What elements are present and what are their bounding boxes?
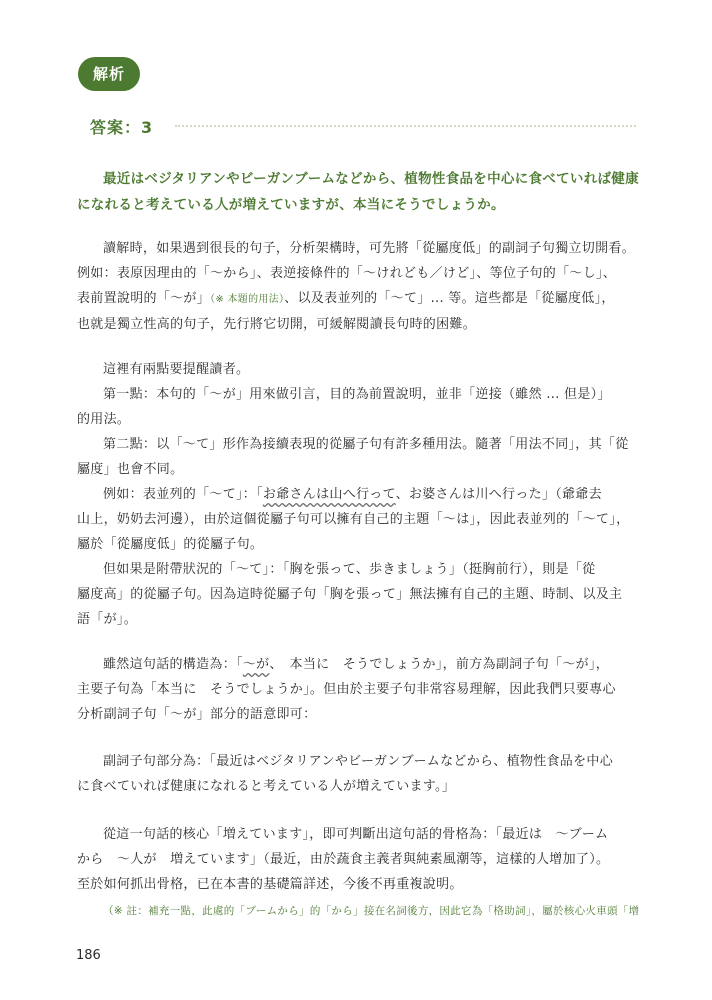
para2-line-6-text-a: 例如：表並列的「〜て」：「 [103, 487, 263, 502]
para1-inline-note: （※ 本題的用法） [210, 294, 285, 305]
para1-line-2: 例如：表原因理由的「〜から」、表逆接條件的「〜けれども／けど」、等位子句的「〜し」、 [77, 266, 617, 281]
answer-row [90, 114, 636, 138]
para3-line-3: 分析副詞子句「〜が」部分的語意即可： [77, 707, 317, 722]
target-sentence-line-1: 最近はベジタリアンやビーガンブームなどから、植物性食品を中心に食べていれば健康 [103, 171, 639, 187]
page-number: 186 [76, 948, 101, 963]
para3-line-2: 主要子句為「本当に そうでしょうか」。但由於主要子句非常容易理解，因此我們只要專心 [77, 682, 616, 697]
para5-line-1: 從這一句話的核心「増えています」，即可判斷出這句話的骨格為：「最近は 〜ブーム [103, 827, 609, 842]
para5-line-2: から 〜人が 増えています」（最近，由於蔬食主義者與純素風潮等，這樣的人增加了）。 [77, 852, 610, 867]
para5-line-3: 至於如何抓出骨格，已在本書的基礎篇詳述，今後不再重複說明。 [77, 877, 463, 892]
para1-line-3-text-b: 、以及表並列的「〜て」... 等。這些都是「從屬度低」， [284, 291, 615, 306]
para2-line-2: 第一點：本句的「〜が」用來做引言，目的為前置說明，並非「逆接（雖然 ... 但是）」 [103, 387, 611, 402]
para2-line-7: 山上，奶奶去河邊），由於這個從屬子句可以擁有自己的主題「〜は」，因此表並列的「〜て」， [77, 512, 630, 527]
para3-line-1 [103, 656, 609, 674]
para2-line-10: 屬度高」的從屬子句。因為這時從屬子句「胸を張って」無法擁有自己的主題、時制、以及主 [77, 587, 623, 602]
para2-line-3: 的用法。 [77, 412, 131, 427]
para4-line-2: に食べていれば健康になれると考えている人が増えています。」 [77, 779, 456, 794]
para2-line-6-text-b: 、お婆さんは川へ行った」（爺爺去 [395, 487, 602, 502]
para3-wavy-phrase: 〜が [242, 657, 270, 672]
para4-line-1: 副詞子句部分為：「最近はベジタリアンやビーガンブームなどから、植物性食品を中心 [103, 754, 613, 769]
para1-line-4: 也就是獨立性高的句子，先行將它切開，可緩解閱讀長句時的困難。 [77, 317, 477, 332]
para2-line-11: 語「が」。 [77, 612, 138, 627]
para3-line-1-text-b: 、 本当に そうでしょうか」，前方為副詞子句「〜が」， [269, 657, 610, 672]
para2-line-4: 第二點：以「〜て」形作為接續表現的從屬子句有許多種用法。隨著「用法不同」，其「從 [103, 437, 629, 452]
para2-line-9: 但如果是附帶狀況的「〜て」：「胸を張って、歩きましょう」（挺胸前行），則是「從 [103, 562, 596, 577]
para2-line-5: 屬度」也會不同。 [77, 462, 184, 477]
para5-footnote: （※ 註：補充一點，此處的「ブームから」的「から」接在名詞後方，因此它為「格助詞」，屬於核心火車頭「增 [103, 905, 640, 917]
answer-label: 答案：3 [90, 117, 154, 137]
para1-line-3 [77, 290, 615, 309]
para2-line-1: 這裡有兩點要提醒讀者。 [103, 362, 250, 377]
dotted-divider [175, 125, 636, 127]
para3-line-1-text-a: 雖然這句話的構造為：「 [103, 657, 243, 672]
para1-line-3-text-a: 表前置說明的「〜が」 [77, 291, 211, 306]
para2-line-6 [103, 486, 602, 504]
target-sentence-line-2: になれると考えている人が増えていますが、本当にそうでしょうか。 [77, 197, 505, 213]
para2-line-8: 屬於「從屬度低」的從屬子句。 [77, 537, 264, 552]
para1-line-1: 讀解時，如果遇到很長的句子，分析架構時，可先將「從屬度低」的副詞子句獨立切開看。 [103, 241, 636, 256]
para2-wavy-phrase: お爺さんは山へ行って [262, 487, 396, 502]
section-badge: 解析 [78, 57, 140, 91]
